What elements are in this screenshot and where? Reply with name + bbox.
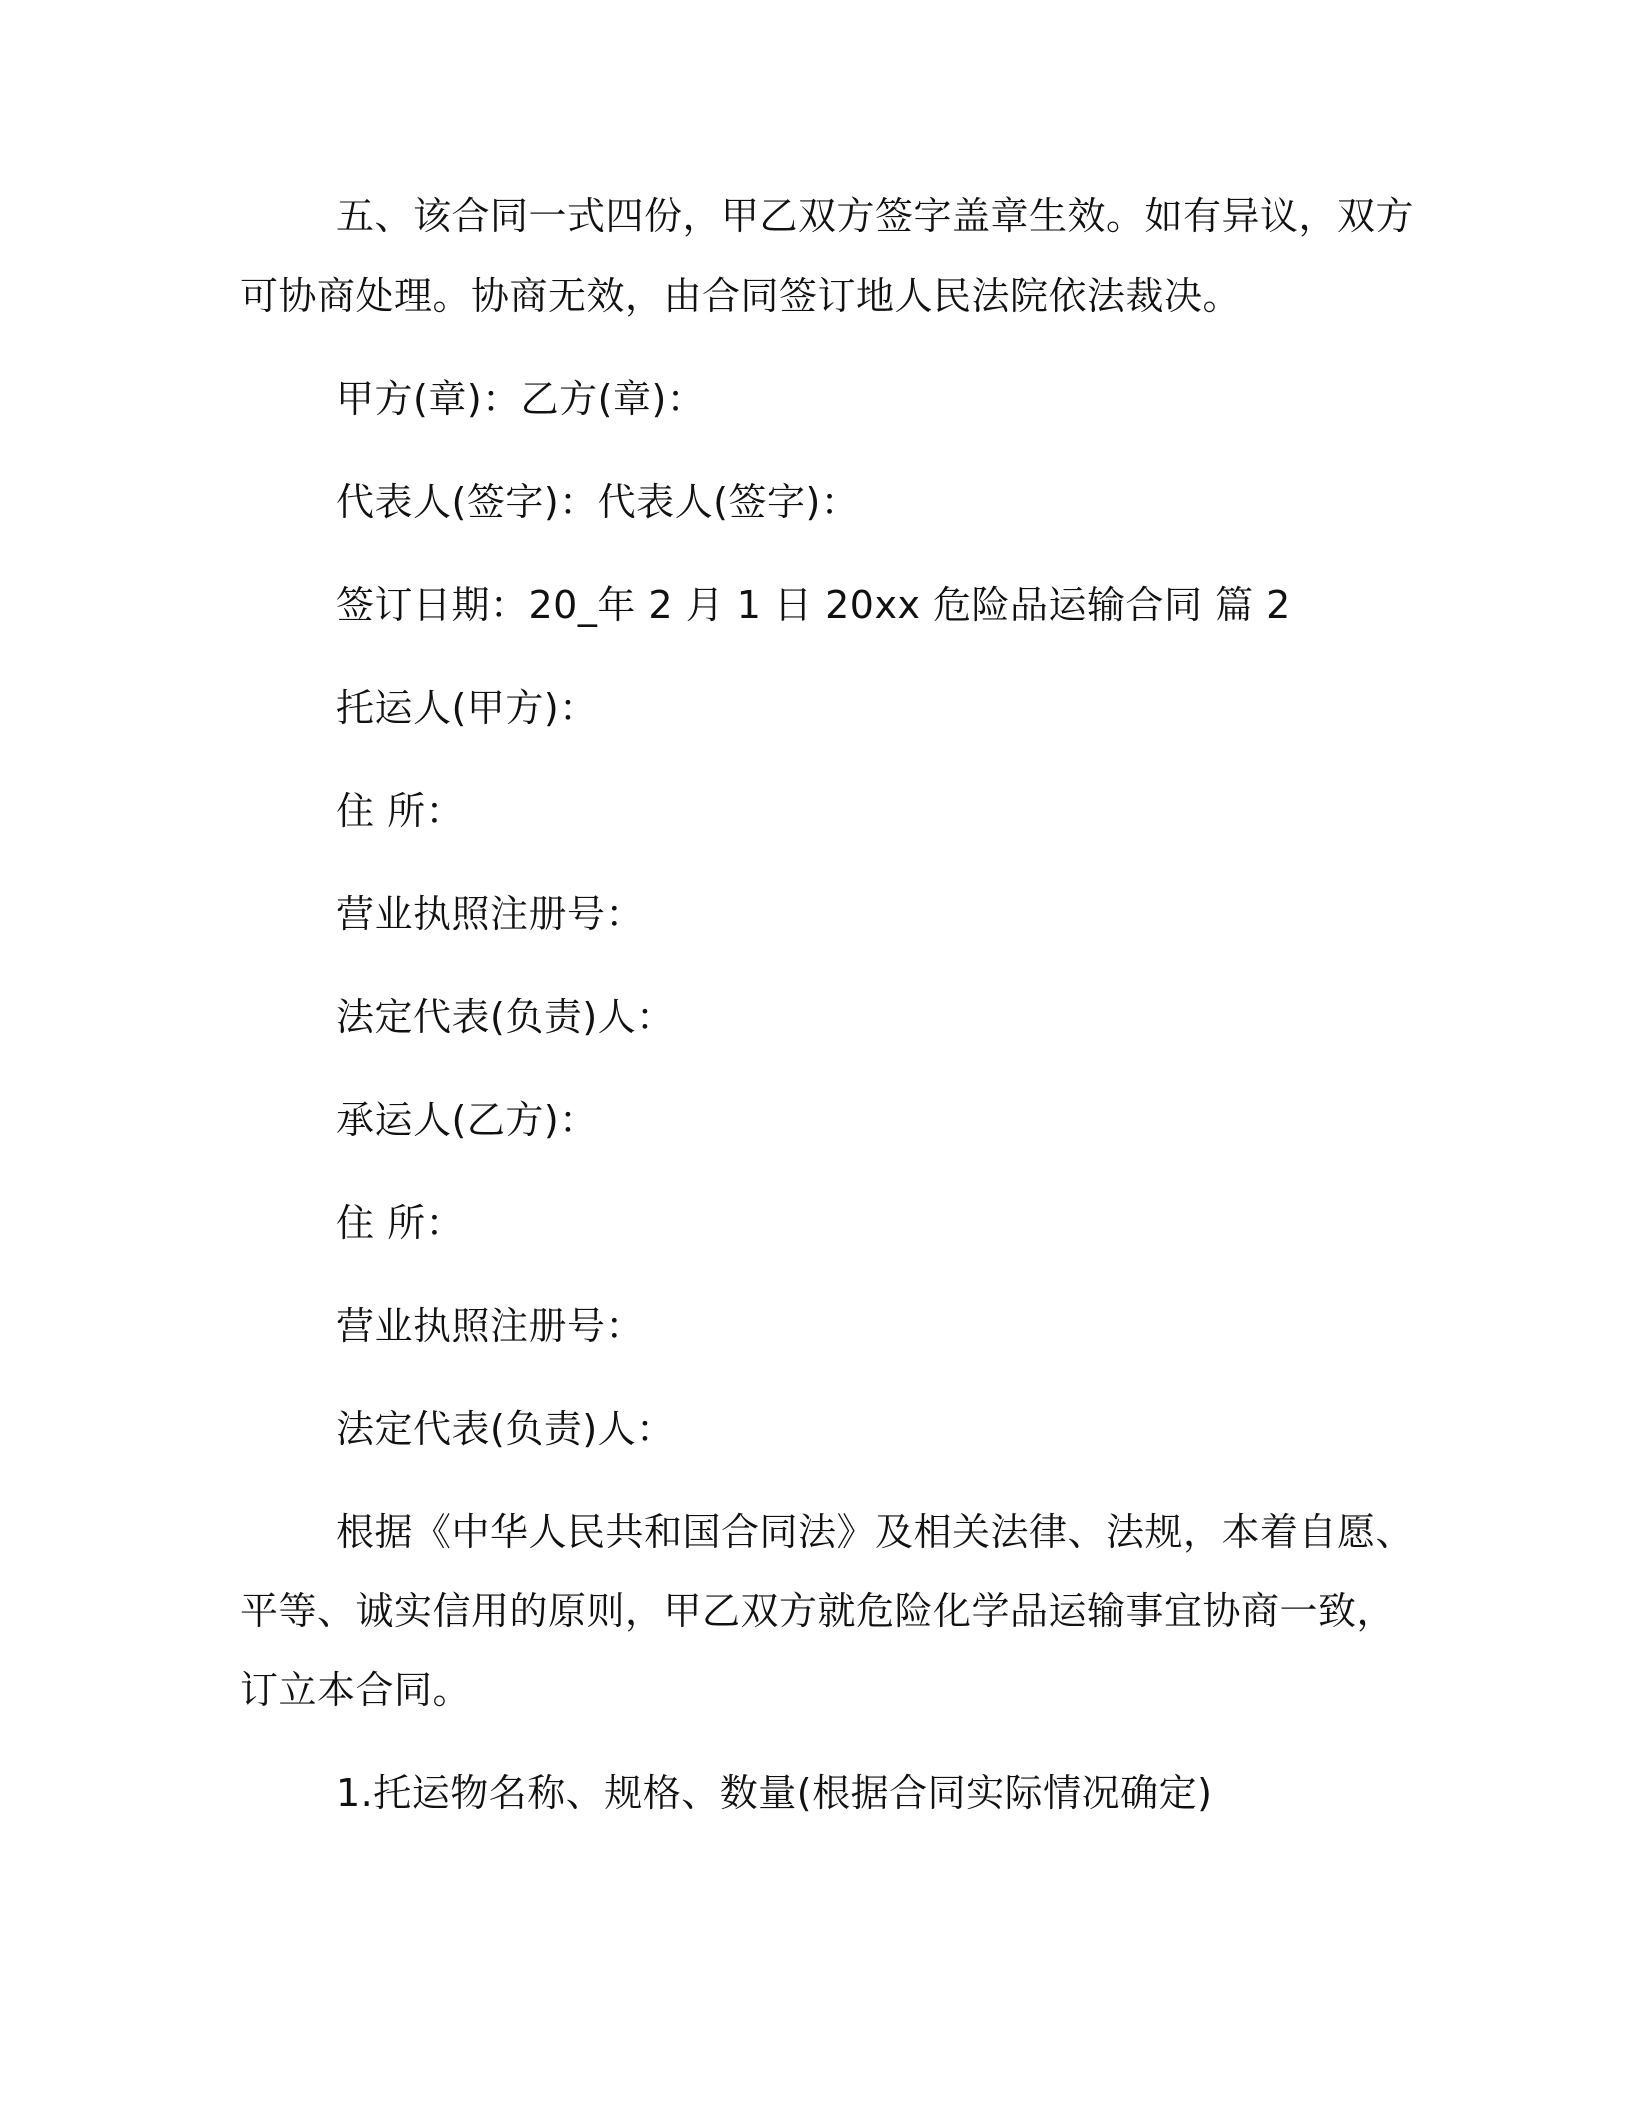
- party-seal-line: 甲方(章)：乙方(章)：: [336, 377, 706, 421]
- shipper-legal-rep-line: 法定代表(负责)人：: [336, 995, 675, 1039]
- carrier-party-b-line: 承运人(乙方)：: [336, 1098, 598, 1142]
- shipper-license-line: 营业执照注册号：: [336, 892, 645, 936]
- clause-five-line-1: 五、该合同一式四份，甲乙双方签字盖章生效。如有异议，双方: [336, 194, 1415, 238]
- representative-signature-line: 代表人(签字)：代表人(签字)：: [336, 480, 860, 524]
- section-1-heading: 1.托运物名称、规格、数量(根据合同实际情况确定): [336, 1771, 1213, 1815]
- carrier-legal-rep-line: 法定代表(负责)人：: [336, 1407, 675, 1451]
- signing-date-line: 签订日期：20_年 2 月 1 日 20xx 危险品运输合同 篇 2: [336, 583, 1291, 627]
- shipper-party-a-line: 托运人(甲方)：: [336, 686, 598, 730]
- clause-five-line-2: 可协商处理。协商无效，由合同签订地人民法院依法裁决。: [240, 274, 1242, 318]
- shipper-address-line: 住 所：: [336, 789, 465, 833]
- preamble-line-2: 平等、诚实信用的原则，甲乙双方就危险化学品运输事宜协商一致，: [240, 1589, 1396, 1633]
- preamble-line-1: 根据《中华人民共和国合同法》及相关法律、法规，本着自愿、: [336, 1510, 1415, 1554]
- carrier-license-line: 营业执照注册号：: [336, 1304, 645, 1348]
- preamble-line-3: 订立本合同。: [240, 1668, 472, 1712]
- carrier-address-line: 住 所：: [336, 1201, 465, 1245]
